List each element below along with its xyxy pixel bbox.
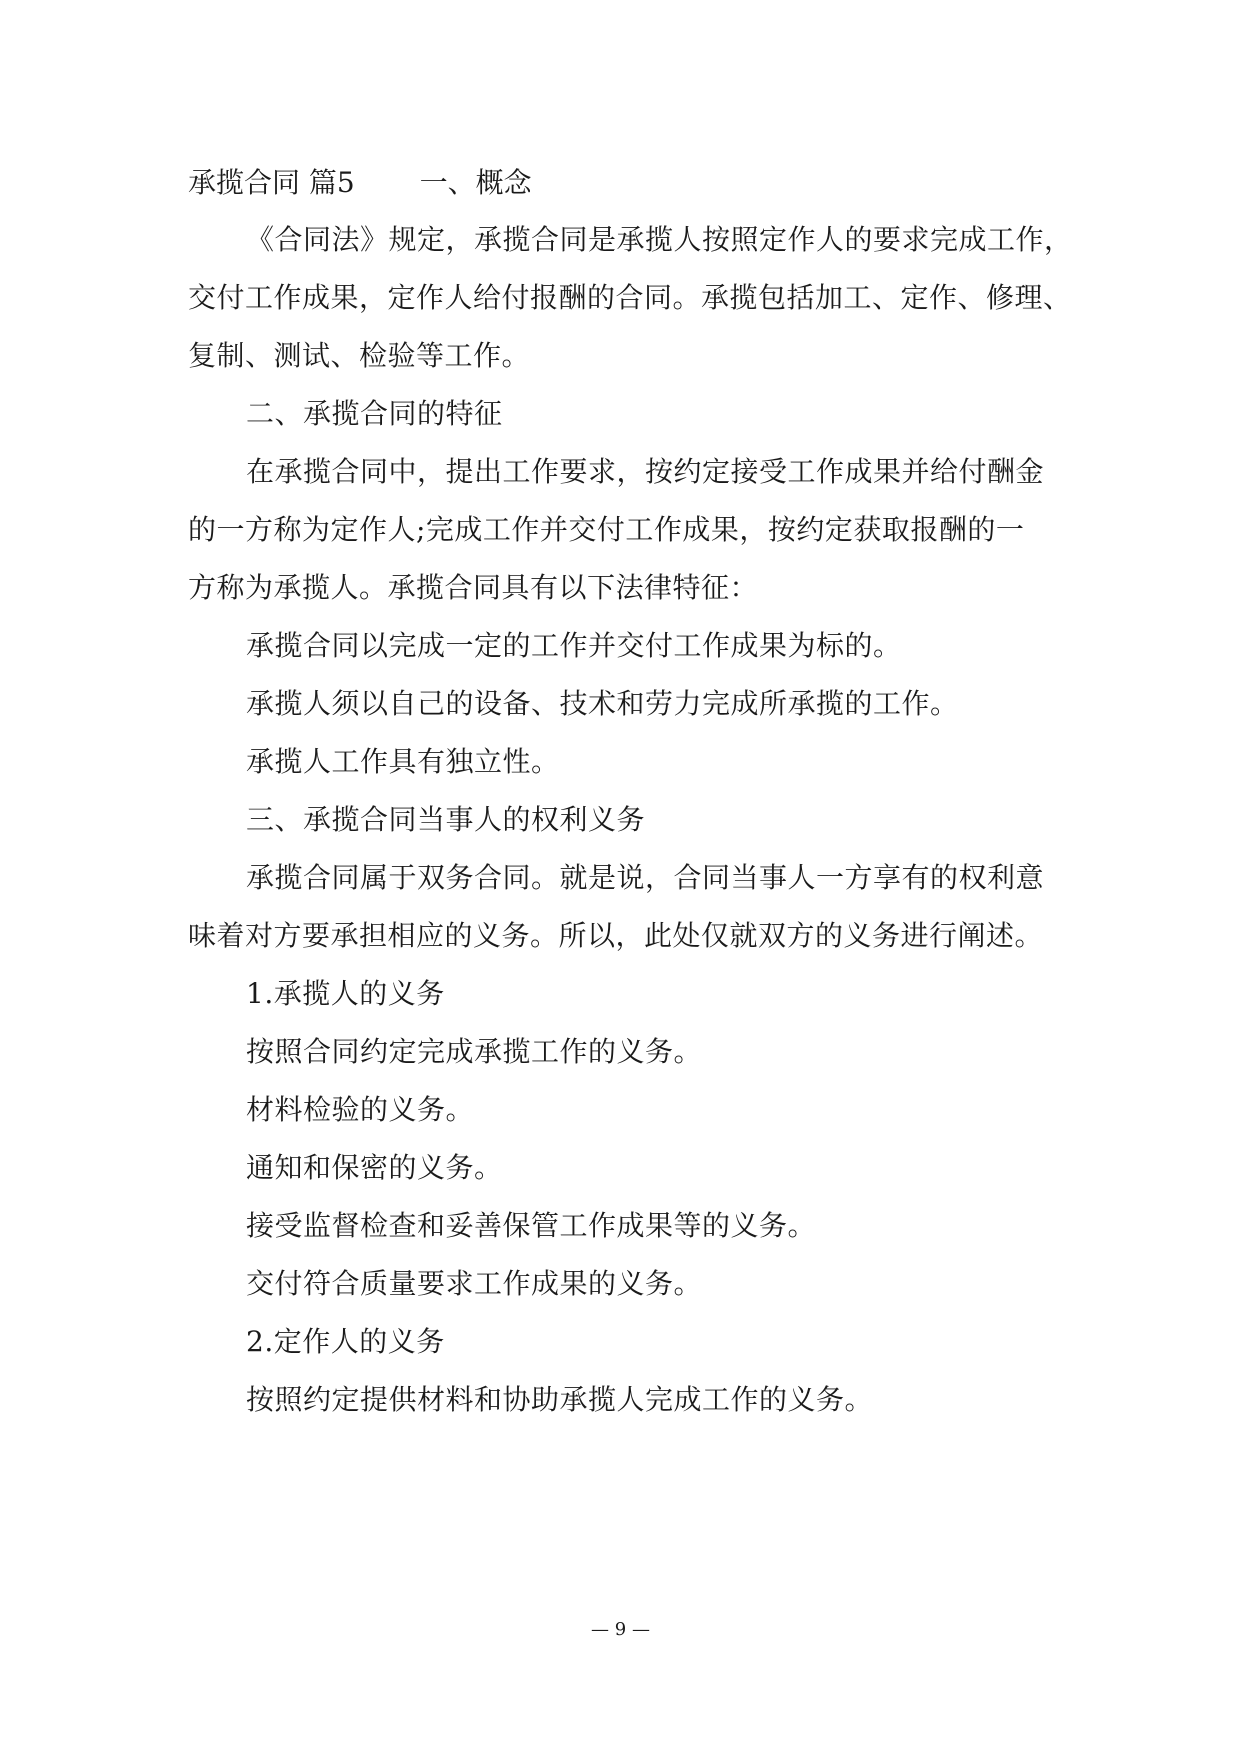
list-item: 材料检验的义务。 xyxy=(246,1093,475,1126)
document-title: 承揽合同 篇5 xyxy=(188,166,355,199)
paragraph-line: 交付工作成果，定作人给付报酬的合同。承揽包括加工、定作、修理、 xyxy=(188,281,1072,314)
paragraph-line: 味着对方要承担相应的义务。所以，此处仅就双方的义务进行阐述。 xyxy=(188,919,1044,952)
list-item: 承揽人工作具有独立性。 xyxy=(246,745,560,778)
paragraph-line: 方称为承揽人。承揽合同具有以下法律特征： xyxy=(188,571,759,604)
list-item: 承揽人须以自己的设备、技术和劳力完成所承揽的工作。 xyxy=(246,687,959,720)
paragraph-line: 的一方称为定作人;完成工作并交付工作成果，按约定获取报酬的一 xyxy=(188,513,1025,546)
page-number: — 9 — xyxy=(591,1619,650,1640)
document-heading xyxy=(188,163,532,203)
list-item: 通知和保密的义务。 xyxy=(246,1151,503,1184)
paragraph-line: 复制、测试、检验等工作。 xyxy=(188,339,531,372)
section-heading: 二、承揽合同的特征 xyxy=(246,397,503,430)
subsection-heading: 2.定作人的义务 xyxy=(246,1325,445,1358)
paragraph-line: 在承揽合同中，提出工作要求，按约定接受工作成果并给付酬金 xyxy=(246,455,1045,488)
list-item: 按照合同约定完成承揽工作的义务。 xyxy=(246,1035,703,1068)
paragraph-line: 承揽合同属于双务合同。就是说，合同当事人一方享有的权利意 xyxy=(246,861,1045,894)
list-item: 承揽合同以完成一定的工作并交付工作成果为标的。 xyxy=(246,629,902,662)
list-item: 按照约定提供材料和协助承揽人完成工作的义务。 xyxy=(246,1383,874,1416)
list-item: 交付符合质量要求工作成果的义务。 xyxy=(246,1267,703,1300)
section-heading: 一、概念 xyxy=(419,166,532,199)
section-heading: 三、承揽合同当事人的权利义务 xyxy=(246,803,646,836)
paragraph-line: 《合同法》规定，承揽合同是承揽人按照定作人的要求完成工作， xyxy=(246,223,1073,256)
list-item: 接受监督检查和妥善保管工作成果等的义务。 xyxy=(246,1209,817,1242)
subsection-heading: 1.承揽人的义务 xyxy=(246,977,445,1010)
